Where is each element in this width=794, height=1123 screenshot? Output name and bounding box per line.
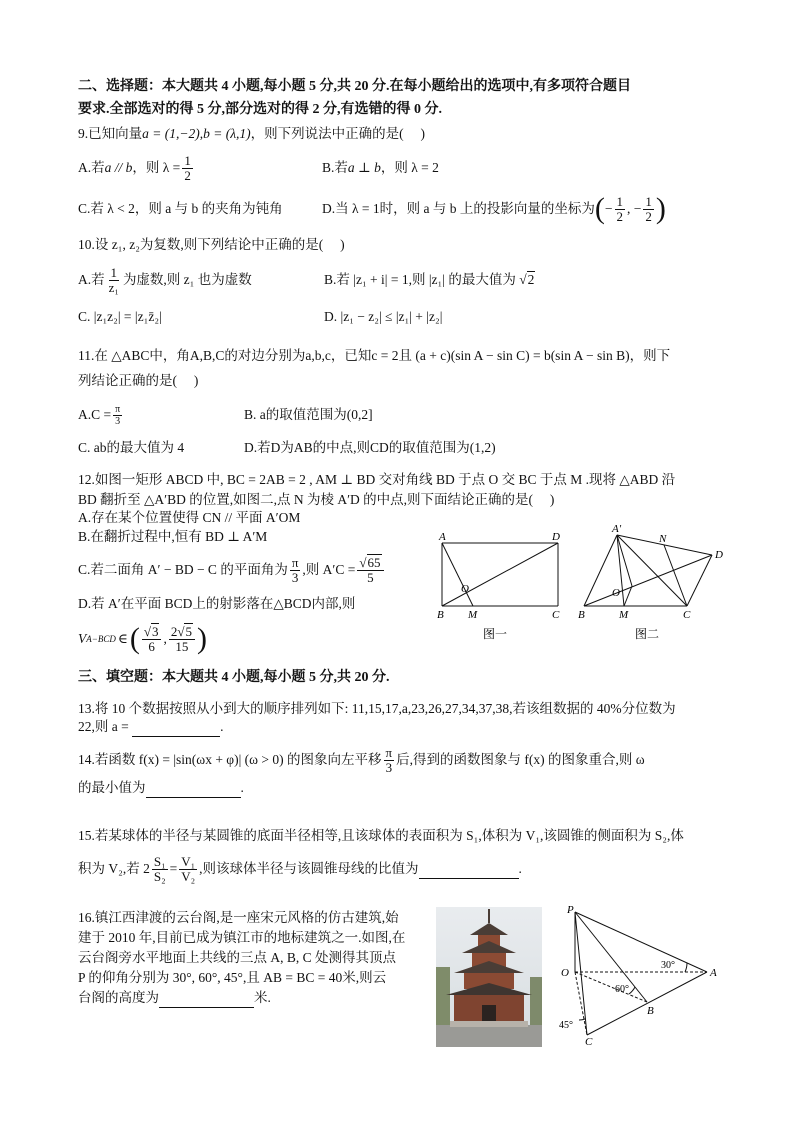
pavilion-photo: [436, 907, 542, 1047]
q10-option-b: B.若 |z₁ + i| = 1,则 |z₁| 的最大值为 √2: [324, 272, 535, 287]
q14-answer-blank[interactable]: [146, 797, 241, 798]
fig2-label-c: C: [683, 609, 691, 621]
q11-stem-line2: 列结论正确的是( ): [78, 373, 199, 388]
fig1-caption: 图一: [483, 627, 508, 641]
q11-option-b: B. a的取值范围为(0,2]: [244, 407, 373, 422]
q16-line5: 台阁的高度为 米.: [78, 988, 271, 1008]
fig1-label-m: M: [468, 609, 478, 621]
q12-option-c: C.若二面角 A′ − BD − C 的平面角为 $\frac{\pi}{3}$ ,则 A′C = $\frac{√65}{5}$: [78, 550, 386, 590]
q10-option-c: C. |z₁z₂| = |z₁z̄₂|: [78, 309, 162, 324]
q13-line2: 22,则 a = .: [78, 717, 223, 737]
q9-option-a: A.若 a // b ，则 λ = $\frac{1}{2}$: [78, 152, 191, 183]
q15-answer-blank[interactable]: [419, 860, 519, 879]
q12-option-d-line2: V A−BCD ∈ ( $\frac{√3}{6}$ , $\frac{2√5}{15}$ ): [78, 622, 207, 655]
fig2-label-d: D: [715, 549, 723, 561]
fig2-label-b: B: [578, 609, 585, 621]
figure-two: [572, 520, 732, 645]
fig2-label-n: N: [659, 533, 667, 545]
q16-label-c: C: [585, 1036, 593, 1047]
fig1-label-b: B: [437, 609, 444, 621]
fig1-label-c: C: [552, 609, 560, 621]
q9-option-b: B.若a ⊥ b，则 λ = 2: [322, 160, 439, 175]
q16-line4: P 的仰角分别为 30°, 60°, 45°,且 AB = BC = 40米,则云: [78, 970, 387, 985]
q16-angle-45: 45°: [559, 1020, 573, 1031]
q14-line2: 的最小值为 .: [78, 778, 244, 798]
fig2-label-a-prime: A′: [612, 523, 622, 535]
q12-stem-line1: 12.如图一矩形 ABCD 中, BC = 2AB = 2 , AM ⊥ BD 交对角线 BD 于点 O 交 BC 于点 M .现将 △ABD 沿: [78, 472, 676, 487]
q12-stem-line2: BD 翻折至 △A′BD 的位置,如图二,点 N 为棱 A′D 的中点,则下面结论正确的是( ): [78, 492, 555, 507]
q16-angle-30: 30°: [661, 960, 675, 971]
q11-stem-line1: 11.在 △ABC中，角A,B,C的对边分别为a,b,c，已知c = 2且 (a + c)(sin A − sin C) = b(sin A − sin B)，则下: [78, 348, 671, 363]
q16-label-a: A: [710, 967, 717, 979]
q12-option-a: A.存在某个位置使得 CN // 平面 A′OM: [78, 510, 301, 525]
q16-angle-60: 60°: [615, 984, 629, 995]
q16-label-o: O: [561, 967, 569, 979]
q11-option-a: A.C = $\frac{\pi}{3}$: [78, 403, 121, 427]
q11-option-c: C. ab的最大值为 4: [78, 440, 185, 455]
q16-line2: 建于 2010 年,目前已成为镇江市的地标建筑之一.如图,在: [78, 930, 406, 945]
q10-option-a: A.若 $\frac{1}{\text{z₁}}$ 为虚数,则 z₁ 也为虚数: [78, 264, 252, 295]
fig2-label-m: M: [619, 609, 629, 621]
fig1-label-o: O: [461, 583, 469, 595]
q9-option-c: C.若 λ < 2，则 a 与 b 的夹角为钝角: [78, 201, 283, 216]
section2-header-line2: 要求.全部选对的得 5 分,部分选对的得 2 分,有选错的得 0 分.: [78, 102, 442, 117]
fig1-label-a: A: [439, 531, 446, 543]
q16-answer-blank[interactable]: [159, 1007, 254, 1008]
q13-line1: 13.将 10 个数据按照从小到大的顺序排列如下: 11,15,17,a,23,26,27,34,37,38,若该组数据的 40%分位数为: [78, 701, 676, 716]
q15-line2: 积为 V₂,若 2 $\frac{\text{S₁}}{\text{S₂}}$ = $\frac{\text{V₁}}{\text{V₂}}$ ,则该球体半径与该圆锥母线的比值为 .: [78, 853, 522, 884]
q10-option-d: D. |z₁ − z₂| ≤ |z₁| + |z₂|: [324, 309, 443, 324]
q16-line1: 16.镇江西津渡的云台阁,是一座宋元风格的仿古建筑,始: [78, 910, 399, 925]
fig2-label-o: O: [612, 587, 620, 599]
q12-option-d-line1: D.若 A′在平面 BCD上的射影落在△BCD内部,则: [78, 596, 356, 611]
q16-line3: 云台阁旁水平地面上共线的三点 A, B, C 处测得其顶点: [78, 950, 397, 965]
section2-header-line1: 二、选择题：本大题共 4 小题,每小题 5 分,共 20 分.在每小题给出的选项中,有多项符合题目: [78, 79, 631, 94]
figure-one: [428, 530, 578, 645]
section3-header: 三、填空题：本大题共 4 小题,每小题 5 分,共 20 分.: [78, 670, 390, 685]
q10-stem: 10.设 z₁, z₂为复数,则下列结论中正确的是( ): [78, 237, 345, 252]
q12-option-b: B.在翻折过程中,恒有 BD ⊥ A′M: [78, 529, 268, 544]
q13-answer-blank[interactable]: [132, 736, 220, 737]
fig1-label-d: D: [552, 531, 560, 543]
fig2-caption: 图二: [635, 627, 660, 641]
q15-line1: 15.若某球体的半径与某圆锥的底面半径相等,且该球体的表面积为 S₁,体积为 V₁,该圆锥的侧面积为 S₂,体: [78, 828, 684, 843]
q16-label-p: P: [567, 904, 574, 916]
q16-geometry-figure: [557, 902, 727, 1047]
q16-label-b: B: [647, 1005, 654, 1017]
q9-option-d: D.当 λ = 1时，则 a 与 b 上的投影向量的坐标为 ( − $\frac{1}{2}$ , − $\frac{1}{2}$ ): [322, 192, 666, 225]
q11-option-d: D.若D为AB的中点,则CD的取值范围为(1,2): [244, 440, 496, 455]
q9-stem: 9.已知向量a = (1,−2),b = (λ,1)，则下列说法中正确的是( ): [78, 126, 426, 141]
q14-line1: 14.若函数 f(x) = |sin(ωx + φ)| (ω > 0) 的图象向左平移 $\frac{\pi}{3}$ 后,得到的函数图象与 f(x) 的图象重合,则 ω: [78, 744, 645, 775]
